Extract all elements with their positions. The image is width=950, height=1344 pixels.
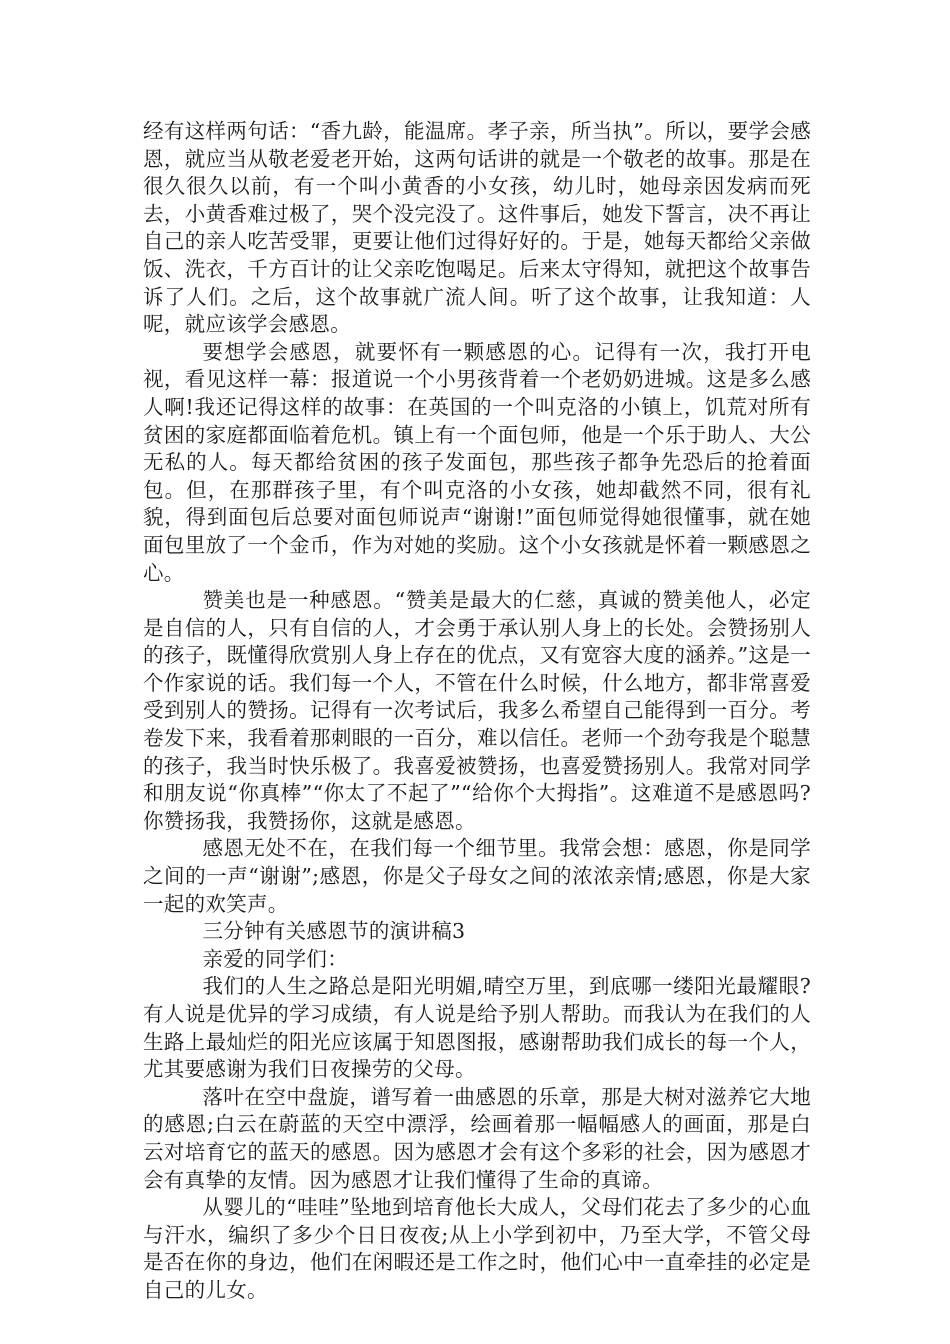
paragraph-3: 赞美也是一种感恩。“赞美是最大的仁慈，真诚的赞美他人，必定是自信的人，只有自信的人，才会勇于承认别人身上的长处。会赞扬别人的孩子，既懂得欣赏别人身上存在的优点，又有宽容大度的涵养。”这是一个作家说的话。我们每一个人，不管在什么时候，什么地方，都非常喜爱受到别人的赞扬。记得有一次考试后，我多么希望自己能得到一百分。考卷发下来，我看着那刺眼的一百分，难以信任。老师一个劲夸我是个聪慧的孩子，我当时快乐极了。我喜爱被赞扬，也喜爱赞扬别人。我常对同学和朋友说“你真棒”“你太了不起了”“给你个大拇指”。这难道不是感恩吗?你赞扬我，我赞扬你，这就是感恩。 xyxy=(143,588,811,833)
salutation: 亲爱的同学们： xyxy=(202,946,349,971)
paragraph-1: 经有这样两句话：“香九龄，能温席。孝子亲，所当执”。所以，要学会感恩，就应当从敬老爱老开始，这两句话讲的就是一个敬老的故事。那是在很久很久以前，有一个叫小黄香的小女孩，幼儿时，她母亲因发病而死去，小黄香难过极了，哭个没完没了。这件事后，她发下誓言，决不再让自己的亲人吃苦受罪，更要让他们过得好好的。于是，她每天都给父亲做饭、洗衣，千方百计的让父亲吃饱喝足。后来太守得知，就把这个故事告诉了人们。之后，这个故事就广流人间。听了这个故事，让我知道：人呢，就应该学会感恩。 xyxy=(143,119,811,337)
document-body xyxy=(143,118,811,1305)
paragraph-9: 从婴儿的“哇哇”坠地到培育他长大成人，父母们花去了多少的心血与汗水，编织了多少个日日夜夜;从上小学到初中，乃至大学，不管父母是否在你的身边，他们在闲暇还是工作之时，他们心中一直牵挂的必定是自己的儿女。 xyxy=(143,1195,811,1302)
paragraph-2: 要想学会感恩，就要怀有一颗感恩的心。记得有一次，我打开电视，看见这样一幕：报道说一个小男孩背着一个老奶奶进城。这是多么感人啊!我还记得这样的故事：在英国的一个叫克洛的小镇上，饥荒对所有贫困的家庭都面临着危机。镇上有一个面包师，他是一个乐于助人、大公无私的人。每天都给贫困的孩子发面包，那些孩子都争先恐后的抢着面包。但，在那群孩子里，有个叫克洛的小女孩，她却截然不同，很有礼貌，得到面包后总要对面包师说声“谢谢!”面包师觉得她很懂事，就在她面包里放了一个金币，作为对她的奖励。这个小女孩就是怀着一颗感恩之心。 xyxy=(143,339,811,585)
paragraph-8: 落叶在空中盘旋，谱写着一曲感恩的乐章，那是大树对滋养它大地的感恩;白云在蔚蓝的天空中漂浮，绘画着那一幅幅感人的画面，那是白云对培育它的蓝天的感恩。因为感恩才会有这个多彩的社会，因为感恩才会有真挚的友情。因为感恩才让我们懂得了生命的真谛。 xyxy=(143,1084,811,1192)
paragraph-7: 我们的人生之路总是阳光明媚,晴空万里，到底哪一缕阳光最耀眼?有人说是优异的学习成绩，有人说是给予别人帮助。而我认为在我们的人生路上最灿烂的阳光应该属于知恩图报，感谢帮助我们成长的每一个人，尤其要感谢为我们日夜操劳的父母。 xyxy=(143,974,811,1082)
paragraph-4: 感恩无处不在，在我们每一个细节里。我常会想：感恩，你是同学之间的一声“谢谢”;感恩，你是父子母女之间的浓浓亲情;感恩，你是大家一起的欢笑声。 xyxy=(143,836,811,916)
section-heading: 三分钟有关感恩节的演讲稿3 xyxy=(202,919,466,944)
